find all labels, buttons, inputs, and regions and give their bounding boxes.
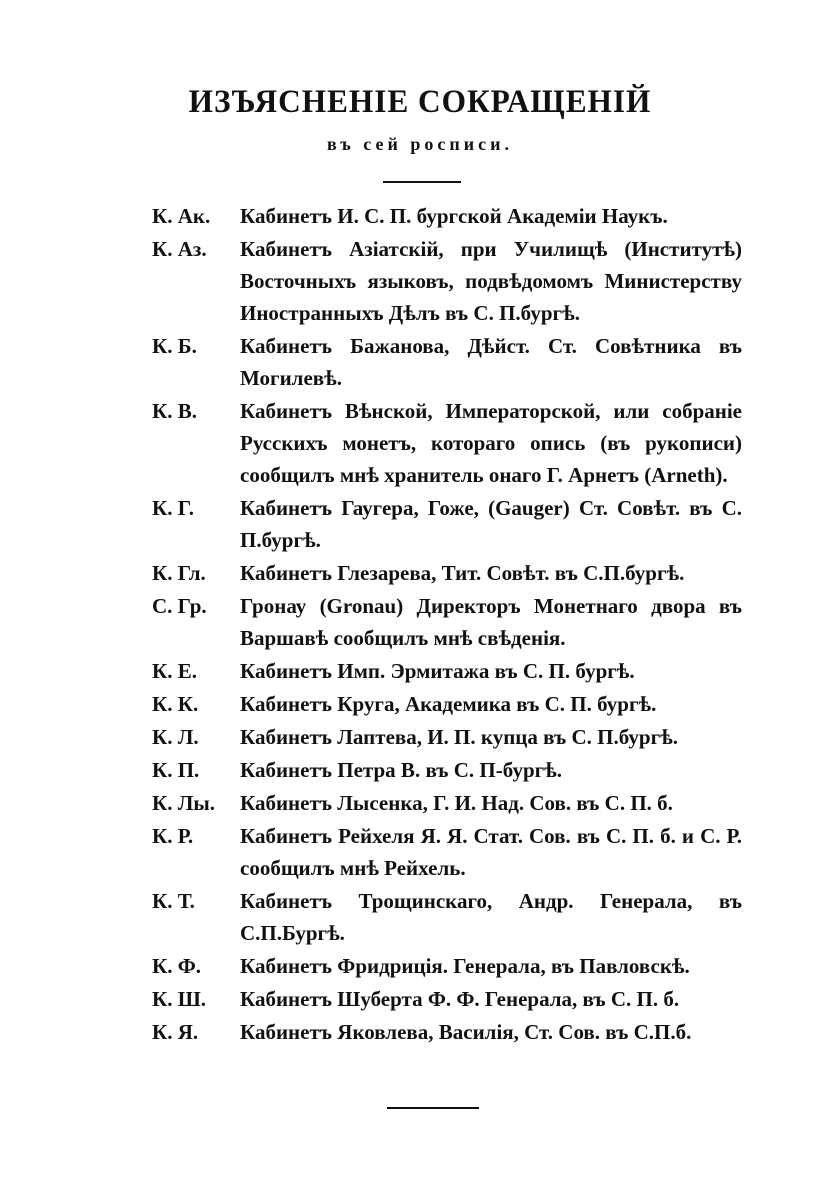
abbreviation: К. Ф. [152,954,202,978]
abbreviation: К. Р. [152,824,194,848]
abbreviation-description: Кабинетъ Рейхеля Я. Я. Стат. Сов. въ С. П. б. и С. Р. сообщилъ мнѣ Рейхель. [240,824,742,880]
abbreviation: К. П. [152,758,200,782]
abbreviation: К. Т. [152,889,195,913]
list-item [152,557,742,589]
top-divider [383,181,461,183]
abbreviation: К. Ш. [152,987,207,1011]
abbreviation: К. Гл. [152,561,206,585]
list-item [152,885,742,949]
list-item [152,721,742,753]
page-subtitle: въ сей росписи. [327,134,513,154]
list-item [152,395,742,491]
abbreviation-description: Кабинетъ Лысенка, Г. И. Над. Сов. въ С. П. б. [240,791,673,815]
abbreviation-description: Кабинетъ Вѣнской, Императорской, или собраніе Русскихъ монетъ, котораго опись (въ рукописи) сообщилъ мнѣ хранитель онаго Г. Арнетъ (Arneth). [240,399,742,487]
abbreviation-description: Кабинетъ Лаптева, И. П. купца въ С. П.бургѣ. [240,725,678,749]
abbreviation-description: Кабинетъ Гаугера, Гоже, (Gauger) Ст. Совѣт. въ С. П.бургѣ. [240,496,742,552]
list-item [152,233,742,329]
bottom-divider [387,1107,479,1109]
list-item [152,1016,742,1048]
list-item [152,950,742,982]
abbreviation: К. Е. [152,659,197,683]
abbreviation-description: Кабинетъ Шуберта Ф. Ф. Генерала, въ С. П. б. [240,987,680,1011]
abbreviation: К. Аз. [152,237,207,261]
list-item [152,590,742,654]
abbreviation-description: Кабинетъ Бажанова, Дѣйст. Ст. Совѣтника въ Могилевѣ. [240,334,742,390]
list-item [152,688,742,720]
abbreviation: К. В. [152,399,197,423]
abbreviation: С. Гр. [152,594,207,618]
abbreviation-description: Кабинетъ Круга, Академика въ С. П. бургѣ. [240,692,657,716]
abbreviation-list [152,200,742,1049]
list-item [152,330,742,394]
abbreviation-description: Гронау (Gronau) Директоръ Монетнаго двора въ Варшавѣ сообщилъ мнѣ свѣденія. [240,594,742,650]
abbreviation: К. Г. [152,496,194,520]
list-item [152,492,742,556]
abbreviation-description: Кабинетъ И. С. П. бургской Академіи Наукъ. [240,204,668,228]
list-item [152,787,742,819]
list-item [152,820,742,884]
abbreviation-description: Кабинетъ Петра В. въ С. П-бургѣ. [240,758,563,782]
abbreviation-description: Кабинетъ Имп. Эрмитажа въ С. П. бургѣ. [240,659,635,683]
abbreviation-description: Кабинетъ Фридриція. Генерала, въ Павловскѣ. [240,954,690,978]
abbreviation: К. Лы. [152,791,216,815]
list-item [152,200,742,232]
abbreviation-description: Кабинетъ Азіатскій, при Училищѣ (Институтѣ) Восточныхъ языковъ, подвѣдомомъ Министерству Иностранныхъ Дѣлъ въ С. П.бургѣ. [240,237,742,325]
list-item [152,655,742,687]
abbreviation-description: Кабинетъ Яковлева, Василія, Ст. Сов. въ С.П.б. [240,1020,692,1044]
abbreviation: К. Л. [152,725,199,749]
list-item [152,983,742,1015]
abbreviation-description: Кабинетъ Глезарева, Тит. Совѣт. въ С.П.бургѣ. [240,561,685,585]
list-item [152,754,742,786]
abbreviation: К. Б. [152,334,197,358]
page-title: ИЗЪЯСНЕНІЕ СОКРАЩЕНІЙ [188,84,652,120]
abbreviation-description: Кабинетъ Трощинскаго, Андр. Генерала, въ С.П.Бургѣ. [240,889,742,945]
abbreviation: К. К. [152,692,199,716]
abbreviation: К. Я. [152,1020,199,1044]
abbreviation: К. Ак. [152,204,211,228]
